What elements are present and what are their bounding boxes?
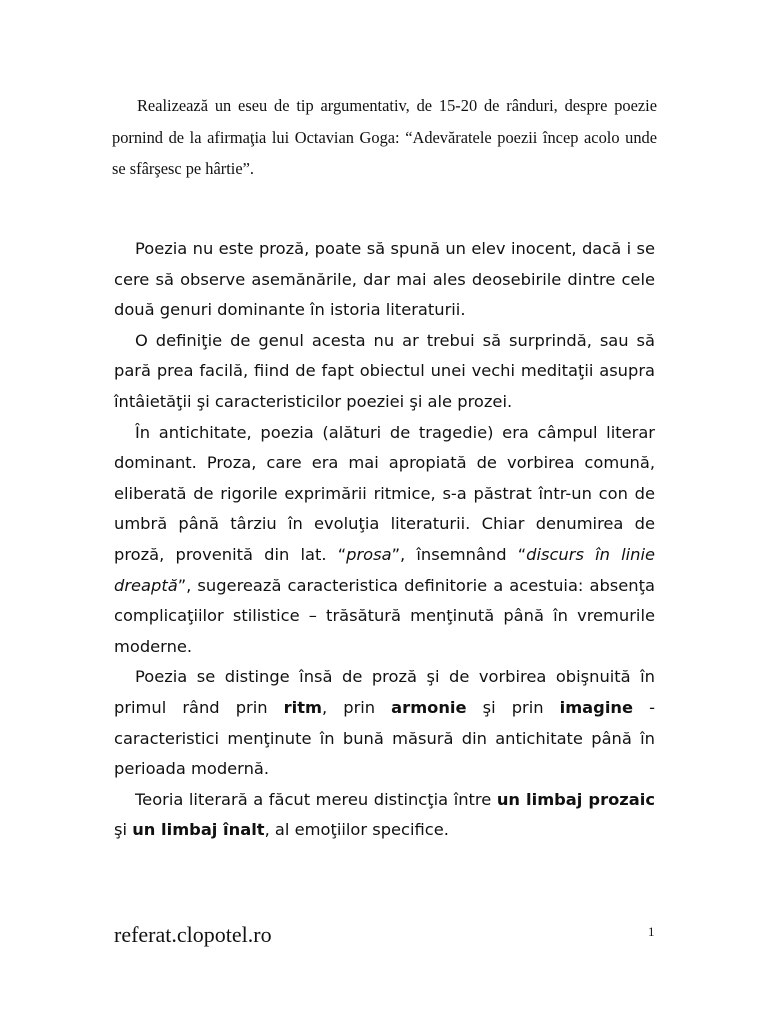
page-number: 1	[648, 924, 655, 939]
bold-term: imagine	[559, 697, 634, 717]
bold-term: un limbaj înalt	[132, 820, 265, 840]
italic-term: prosa	[346, 544, 392, 564]
text-run: şi	[114, 820, 133, 840]
text-run: Teoria literară a făcut mereu distincţia între	[135, 789, 497, 809]
text-run: ”, sugerează caracteristica definitorie a acestuia: absenţa complicaţiilor stilistice – trăsătură menţinută până în vremurile moderne.	[114, 575, 655, 656]
footer-site: referat.clopotel.ro	[114, 922, 272, 947]
bold-term: un limbaj prozaic	[496, 789, 655, 809]
italic-term: discurs în linie dreaptă	[114, 544, 656, 595]
bold-term: ritm	[283, 697, 322, 717]
essay-paragraph-4	[114, 662, 655, 784]
essay-prompt: Realizează un eseu de tip argumentativ, de 15-20 de rânduri, despre poezie pornind de la afirmaţia lui Octavian Goga: “Adevăratele poezii încep acolo unde se sfârşesc pe hârtie”.	[112, 96, 657, 178]
text-run: În antichitate, poezia (alături de tragedie) era câmpul literar dominant. Proza, care era mai apropiată de vorbirea comună, eliberată de rigorile exprimării ritmice, s-a păstrat într-un con de umbră până târziu în evoluţia literaturii. Chiar denumirea de proză, provenită din lat. “	[114, 422, 655, 564]
bold-term: armonie	[391, 697, 467, 717]
text-run: Poezia se distinge însă de proză şi de vorbirea obişnuită în primul rând prin	[114, 667, 655, 717]
essay-body	[114, 234, 655, 846]
text-run: şi prin	[466, 697, 560, 717]
text-run: , prin	[322, 697, 392, 717]
text-run: - caracteristici menţinute în bună măsură din antichitate până în perioada modernă.	[114, 697, 655, 779]
essay-paragraph-5	[114, 785, 655, 846]
essay-paragraph-1: Poezia nu este proză, poate să spună un elev inocent, dacă i se cere să observe asemănările, dar mai ales deosebirile dintre cele două genuri dominante în istoria literaturii.	[114, 239, 655, 320]
essay-paragraph-2: O definiţie de genul acesta nu ar trebui să surprindă, sau să pară prea facilă, fiind de fapt obiectul unei vechi meditaţii asupra întâietăţii şi caracteristicilor poeziei şi ale prozei.	[114, 330, 655, 411]
text-run: ”, însemnând “	[391, 544, 527, 564]
text-run: , al emoţiilor specifice.	[264, 820, 449, 840]
essay-paragraph-3	[114, 418, 655, 663]
